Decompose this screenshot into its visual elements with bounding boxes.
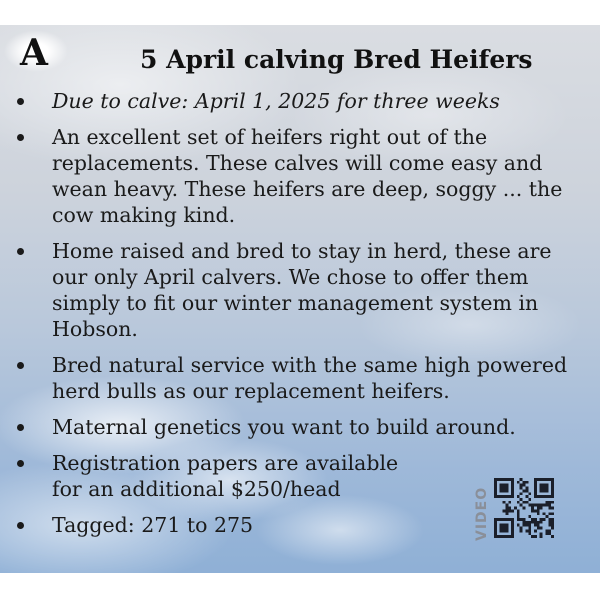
bullet-icon [17,522,24,529]
list-item [0,352,590,404]
home-raised-text: Home raised and bred to stay in herd, these are our only April calvers. We chose to offer them simply to fit our winter management system in Hobson. [52,239,552,341]
qr-code-icon[interactable] [494,478,554,538]
description-text: An excellent set of heifers right out of the replacements. These calves will come easy and wean heavy. These heifers are deep, soggy ... the cow making kind. [52,125,563,227]
video-label: VIDEO [474,486,490,541]
registration-line-2: for an additional $250/head [52,477,341,501]
video-qr-link[interactable] [472,475,562,541]
bullet-icon [17,424,24,431]
list-item [0,238,590,342]
bred-service-text: Bred natural service with the same high powered herd bulls as our replacement heifers. [52,353,568,403]
lot-letter: A [20,32,48,74]
list-item [0,88,590,114]
bullet-icon [17,248,24,255]
bullet-icon [17,362,24,369]
lot-badge [0,25,80,79]
bullet-icon [17,460,24,467]
lot-title: 5 April calving Bred Heifers [140,45,533,74]
due-to-calve-text: Due to calve: April 1, 2025 for three weeks [52,89,500,113]
bullet-icon [17,98,24,105]
bullet-icon [17,134,24,141]
tagged-text: Tagged: 271 to 275 [52,513,254,537]
lot-card [0,25,600,573]
list-item [0,124,590,228]
maternal-genetics-text: Maternal genetics you want to build around. [52,415,516,439]
registration-line-1: Registration papers are available [52,451,399,475]
list-item [0,414,590,440]
